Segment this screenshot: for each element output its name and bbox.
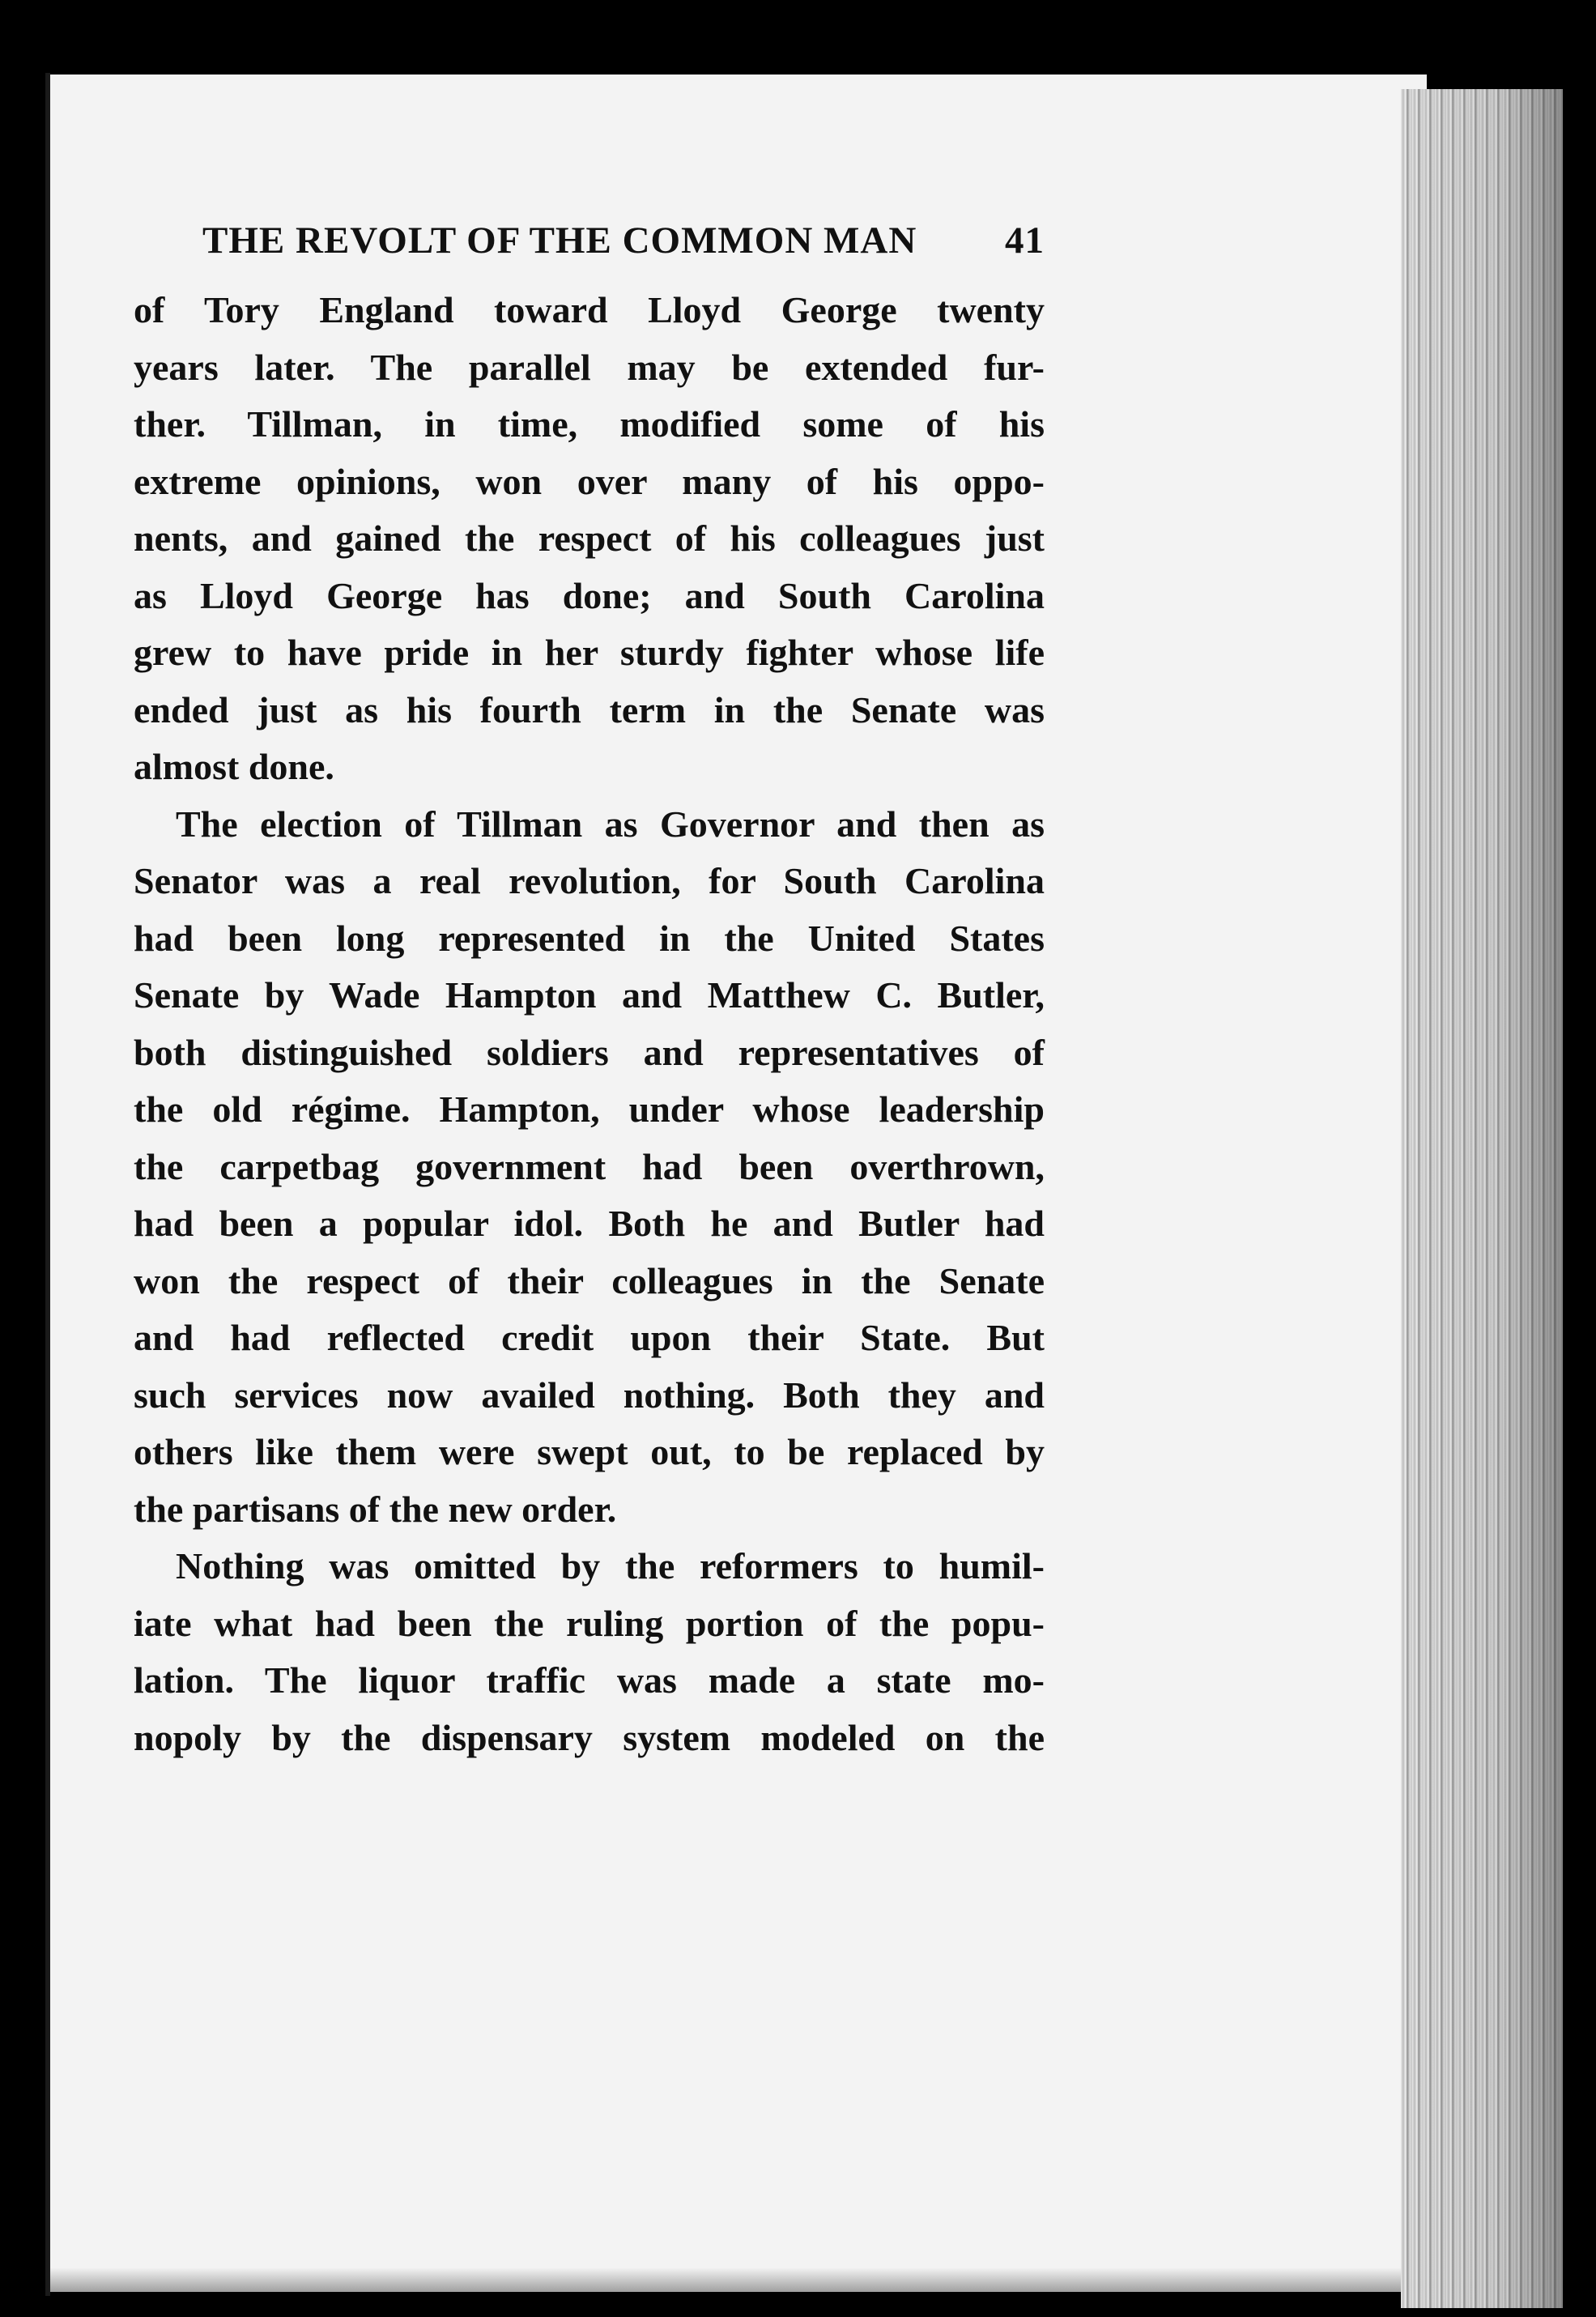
text-line: the carpetbag government had been overthrown, [134,1145,1045,1187]
page-number: 41 [1005,219,1045,262]
text-line: the partisans of the new order. [134,1488,617,1530]
text-line: grew to have pride in her sturdy fighter whose life [134,632,1045,673]
paragraph [134,1538,1045,1766]
text-line: Senator was a real revolution, for South Carolina [134,860,1045,901]
text-line: both distinguished soldiers and representatives of [134,1031,1045,1073]
text-line: nopoly by the dispensary system modeled on the [134,1716,1045,1758]
text-line: had been long represented in the United States [134,917,1045,959]
text-line: Nothing was omitted by the reformers to humil- [176,1545,1045,1587]
text-line: years later. The parallel may be extended fur- [134,346,1045,388]
page-bottom-shadow [50,2268,1427,2292]
text-line: won the respect of their colleagues in the Senate [134,1259,1045,1301]
paragraph [134,796,1045,1539]
text-line: iate what had been the ruling portion of the popu- [134,1602,1045,1644]
text-line: nents, and gained the respect of his colleagues just [134,517,1045,559]
running-head [134,219,1045,275]
running-head-title: THE REVOLT OF THE COMMON MAN [202,219,917,262]
page-text [134,219,1045,1766]
text-line: ended just as his fourth term in the Senate was [134,688,1045,730]
text-line: had been a popular idol. Both he and Butler had [134,1203,1045,1244]
text-line: Senate by Wade Hampton and Matthew C. Butler, [134,974,1045,1016]
text-line: such services now availed nothing. Both they and [134,1374,1045,1416]
text-line: almost done. [134,746,334,787]
text-line: The election of Tillman as Governor and then as [176,803,1045,845]
text-line: lation. The liquor traffic was made a state mo- [134,1659,1045,1701]
text-line: the old régime. Hampton, under whose leadership [134,1088,1045,1130]
text-line: others like them were swept out, to be replaced by [134,1431,1045,1472]
text-line: as Lloyd George has done; and South Carolina [134,574,1045,616]
page-fore-edge-shade [1401,89,1563,2308]
text-line: and had reflected credit upon their State. But [134,1317,1045,1358]
paragraph [134,282,1045,796]
text-line: extreme opinions, won over many of his oppo- [134,460,1045,502]
text-line: of Tory England toward Lloyd George twenty [134,289,1045,330]
text-line: ther. Tillman, in time, modified some of his [134,403,1045,445]
